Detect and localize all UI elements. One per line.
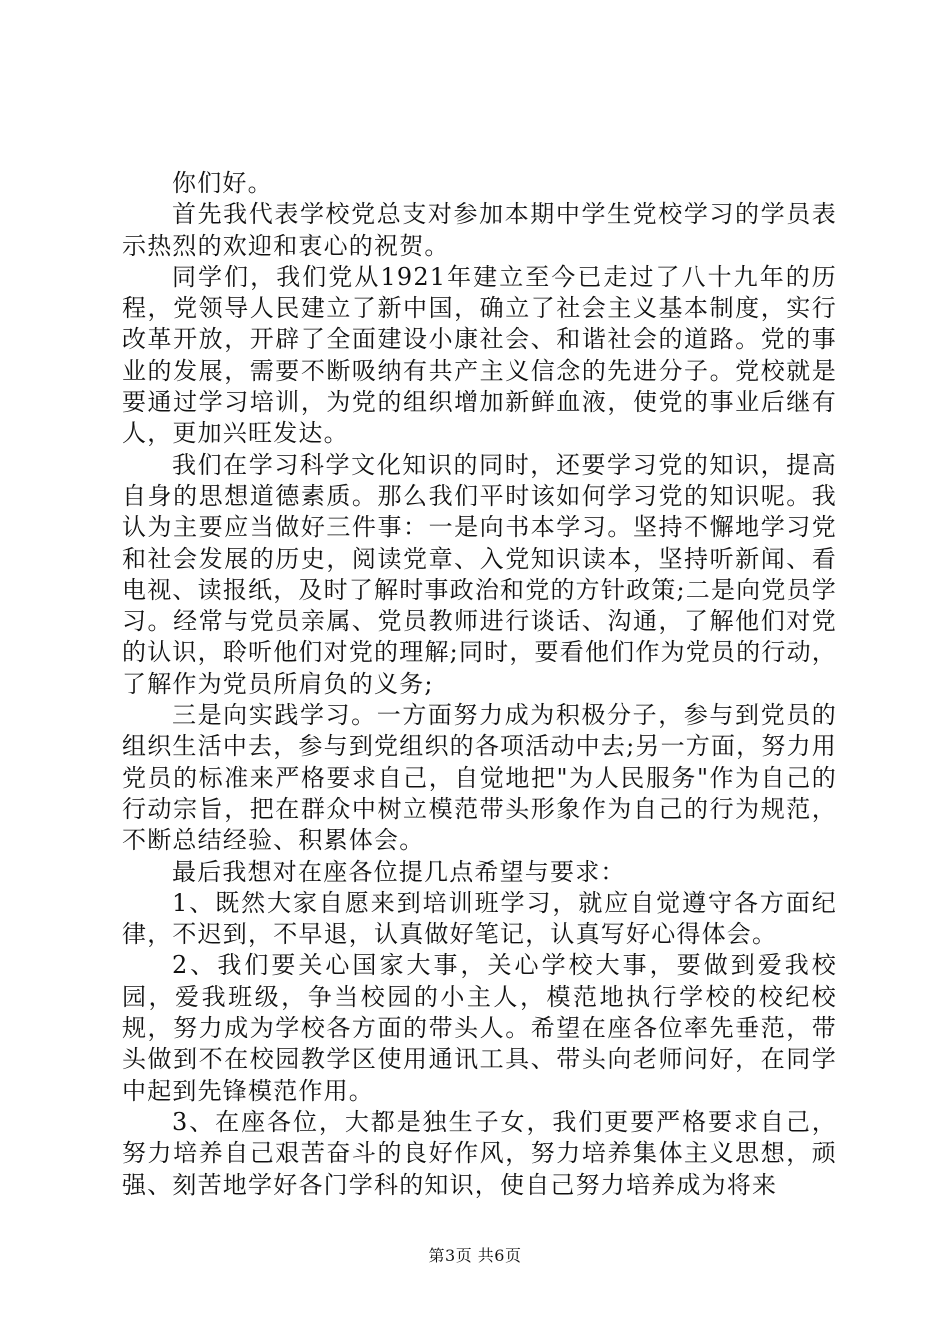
paragraph-requirement-1: 1、既然大家自愿来到培训班学习，就应自觉遵守各方面纪律，不迟到，不早退，认真做好笔记，认真写好心得体会。 xyxy=(122,888,837,949)
paragraph-study-party-knowledge: 我们在学习科学文化知识的同时，还要学习党的知识，提高自身的思想道德素质。那么我们平时该如何学习党的知识呢。我认为主要应当做好三件事：一是向书本学习。坚持不懈地学习党和社会发展的历史，阅读党章、入党知识读本，坚持听新闻、看电视、读报纸，及时了解时事政治和党的方针政策;二是向党员学习。经常与党员亲属、党员教师进行谈话、沟通，了解他们对党的认识，聆听他们对党的理解;同时，要看他们作为党员的行动，了解作为党员所肩负的义务; xyxy=(122,450,837,698)
paragraph-greeting: 你们好。 xyxy=(172,169,273,197)
document-body xyxy=(122,168,837,1201)
paragraph-requirement-3: 3、在座各位，大都是独生子女，我们更要严格要求自己，努力培养自己艰苦奋斗的良好作风，努力培养集体主义思想，顽强、刻苦地学好各门学科的知识，使自己努力培养成为将来 xyxy=(122,1107,837,1199)
paragraph-requirement-2: 2、我们要关心国家大事，关心学校大事，要做到爱我校园，爱我班级，争当校园的小主人，模范地执行学校的校纪校规，努力成为学校各方面的带头人。希望在座各位率先垂范，带头做到不在校园教学区使用通讯工具、带头向老师问好，在同学中起到先锋模范作用。 xyxy=(122,951,837,1105)
paragraph-requirements-intro: 最后我想对在座各位提几点希望与要求： xyxy=(172,857,626,886)
paragraph-practice-learning: 三是向实践学习。一方面努力成为积极分子，参与到党员的组织生活中去，参与到党组织的各项活动中去;另一方面，努力用党员的标准来严格要求自己，自觉地把"为人民服务"作为自己的行动宗旨，把在群众中树立模范带头形象作为自己的行为规范，不断总结经验、积累体会。 xyxy=(122,701,837,855)
paragraph-welcome: 首先我代表学校党总支对参加本期中学生党校学习的学员表示热烈的欢迎和衷心的祝贺。 xyxy=(122,200,837,260)
page-number-footer: 第3页 共6页 xyxy=(428,1246,522,1265)
paragraph-party-history: 同学们，我们党从1921年建立至今已走过了八十九年的历程，党领导人民建立了新中国，确立了社会主义基本制度，实行改革开放，开辟了全面建设小康社会、和谐社会的道路。党的事业的发展，需要不断吸纳有共产主义信念的先进分子。党校就是要通过学习培训，为党的组织增加新鲜血液，使党的事业后继有人，更加兴旺发达。 xyxy=(122,262,837,448)
